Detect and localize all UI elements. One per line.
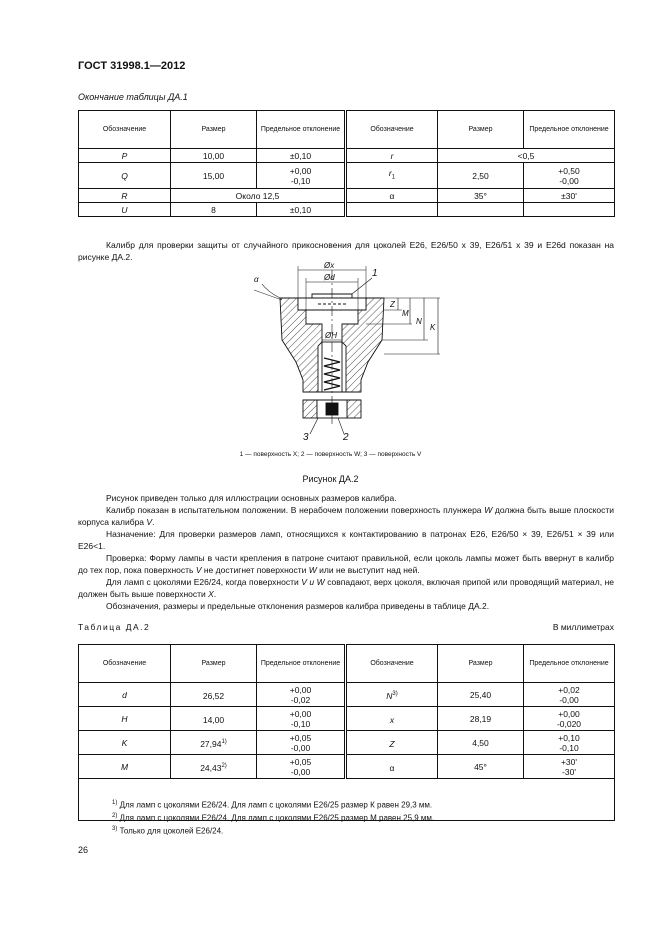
symbol-subscript: 1 xyxy=(391,174,396,181)
cell-symbol: d xyxy=(79,683,171,707)
deviation-upper: +0,02 xyxy=(558,684,580,695)
footnote-text: Для ламп с цоколями E26/24. Для ламп с цоколями E26/25 размер М равен 25,9 мм. xyxy=(117,813,435,823)
symbol-text: Z xyxy=(389,738,395,749)
text-run: Для ламп с цоколями E26/24, когда поверхности xyxy=(106,577,302,587)
paragraph-1: Рисунок приведен только для иллюстрации основных размеров калибра. xyxy=(106,493,397,503)
text-run: Калибр показан в испытательном положении. В нерабочем положении поверхность плунжера xyxy=(106,505,485,515)
label-alpha: α xyxy=(254,275,259,284)
deviation-lower: -0,10 xyxy=(559,742,579,753)
label-1: 1 xyxy=(372,268,378,279)
header-size: Размер xyxy=(171,111,257,149)
cell-symbol: K xyxy=(79,731,171,755)
text-run: . xyxy=(152,517,155,527)
cell-deviation xyxy=(524,683,615,707)
cell-size xyxy=(171,755,257,779)
cell-size: 25,40 xyxy=(438,683,524,707)
base-right xyxy=(347,400,361,418)
cell-size: 45° xyxy=(438,755,524,779)
document-header: ГОСТ 31998.1—2012 xyxy=(78,60,186,72)
page-number: 26 xyxy=(78,845,89,855)
cell-size xyxy=(171,731,257,755)
cell-empty xyxy=(346,203,438,217)
leader-1 xyxy=(352,278,372,294)
table1-caption: Окончание таблицы ДА.1 xyxy=(78,92,188,102)
deviation-lower: -0,00 xyxy=(290,766,311,777)
paragraph-2 xyxy=(78,504,614,528)
size-value: 14,00 xyxy=(202,714,225,725)
header-size: Размер xyxy=(438,111,524,149)
symbol-text: x xyxy=(389,714,395,725)
cell-symbol: H xyxy=(79,707,171,731)
deviation-lower: -0,02 xyxy=(290,694,311,705)
leader-3 xyxy=(310,418,318,434)
cell-size xyxy=(171,683,257,707)
cell-deviation xyxy=(257,163,346,189)
deviation-upper: +0,00 xyxy=(558,708,580,719)
paragraph-3: Назначение: Для проверки размеров ламп, относящихся к контактированию в патронах E26, E26/50 × 39, E26/51 × 39 или E26<1. xyxy=(78,529,614,551)
cell-empty xyxy=(438,203,524,217)
text-run: V xyxy=(195,565,202,575)
symbol-text: r xyxy=(388,168,392,179)
text-run: . xyxy=(213,589,217,599)
body-right-section xyxy=(342,298,384,392)
table2-units: В миллиметрах xyxy=(552,622,614,632)
cell-symbol: M xyxy=(79,755,171,779)
header-size: Размер xyxy=(171,645,257,683)
deviation-lower: -0,00 xyxy=(559,175,579,186)
deviation-upper: +0,00 xyxy=(289,708,312,719)
header-designation: Обозначение xyxy=(346,645,438,683)
size-value: 26,52 xyxy=(202,690,225,701)
deviation-lower: -0,10 xyxy=(290,718,311,729)
size-value: 27,94 xyxy=(200,738,222,749)
cell-deviation xyxy=(524,731,615,755)
text-run: совпадают, верх цоколя, включая припой или проводящий материал, не должен быть выше поверхности xyxy=(78,577,614,599)
table-da1 xyxy=(78,110,615,217)
table-row xyxy=(79,731,615,755)
footnote-mark: 3) xyxy=(112,826,118,833)
footnote-3 xyxy=(112,824,434,837)
cell-symbol: α xyxy=(346,189,438,203)
deviation-lower: -30' xyxy=(562,766,576,777)
cell-symbol xyxy=(346,755,438,779)
text-run: или не выступит над ней. xyxy=(316,565,420,575)
base-left xyxy=(303,400,317,418)
cell-deviation xyxy=(257,683,346,707)
cell-deviation: ±0,10 xyxy=(257,149,346,163)
cell-symbol xyxy=(346,731,438,755)
header-deviation: Предельное отклонение xyxy=(257,111,346,149)
paragraph-6: Обозначения, размеры и предельные отклонения размеров калибра приведены в таблице ДА.2. xyxy=(106,601,490,611)
footnote-mark: 1) xyxy=(112,800,118,806)
text-run: W xyxy=(308,565,317,575)
deviation-upper: +0,50 xyxy=(558,165,580,176)
footnote-1 xyxy=(112,798,434,811)
text-run: V xyxy=(146,517,153,527)
cell-deviation xyxy=(524,163,615,189)
label-ox: Øx xyxy=(324,262,335,270)
intro-paragraph xyxy=(78,239,614,263)
header-designation: Обозначение xyxy=(79,111,171,149)
cell-empty xyxy=(524,203,615,217)
footnote-ref: 3) xyxy=(392,690,398,697)
table-row xyxy=(79,189,615,203)
cell-deviation xyxy=(257,755,346,779)
paragraph-4 xyxy=(78,552,614,576)
cell-deviation xyxy=(257,731,346,755)
header-deviation: Предельное отклонение xyxy=(524,645,615,683)
text-run: V и W xyxy=(301,577,325,587)
paragraph-5 xyxy=(78,576,614,600)
label-m: M xyxy=(402,309,409,318)
text-run: Проверка: Форму лампы в части крепления в патроне считают правильной, если цоколь лампы может быть ввернут в калибр до тех пор, пока поверхность xyxy=(78,553,614,575)
cell-size: 2,50 xyxy=(438,163,524,189)
label-3: 3 xyxy=(303,432,309,443)
cell-symbol: Q xyxy=(79,163,171,189)
footnote-text: Только для цоколей E26/24. xyxy=(117,826,224,836)
footnote-text: Для ламп с цоколями E26/24. Для ламп с цоколями E26/25 размер К равен 29,3 мм. xyxy=(117,800,433,810)
cell-symbol xyxy=(346,683,438,707)
label-2: 2 xyxy=(343,432,349,443)
header-deviation: Предельное отклонение xyxy=(257,645,346,683)
header-designation: Обозначение xyxy=(79,645,171,683)
deviation-lower: -0,00 xyxy=(290,742,311,753)
deviation-lower: -0,020 xyxy=(556,718,582,729)
deviation-upper: +0,05 xyxy=(289,732,312,743)
table2-caption: Таблица ДА.2 xyxy=(78,622,151,632)
deviation-upper: +0,00 xyxy=(289,684,312,695)
symbol-text: α xyxy=(389,762,395,773)
deviation-upper: +0,10 xyxy=(558,732,580,743)
label-z: Z xyxy=(390,300,395,309)
label-oh: ØH xyxy=(325,331,337,340)
cell-symbol: R xyxy=(79,189,171,203)
text-run: X xyxy=(208,589,214,599)
figure-legend: 1 — поверхность X; 2 — поверхность W; 3 — поверхность V xyxy=(239,451,422,458)
deviation-upper: +0,05 xyxy=(289,756,312,767)
cell-size: 15,00 xyxy=(171,163,257,189)
cell-size: 8 xyxy=(171,203,257,217)
cell-symbol xyxy=(346,163,438,189)
figure-title: Рисунок ДА.2 xyxy=(302,474,359,484)
cell-merged-value: Около 12,5 xyxy=(171,189,346,203)
label-k: K xyxy=(430,323,436,332)
cell-deviation: ±0,10 xyxy=(257,203,346,217)
header-designation: Обозначение xyxy=(346,111,438,149)
cell-deviation xyxy=(524,707,615,731)
cell-symbol: r xyxy=(346,149,438,163)
deviation-upper: +0,00 xyxy=(289,165,312,176)
symbol-text: N xyxy=(386,690,393,701)
cell-symbol: U xyxy=(79,203,171,217)
cell-deviation: ±30' xyxy=(524,189,615,203)
gauge-drawing xyxy=(0,262,661,452)
footnote-ref: 2) xyxy=(221,762,227,769)
footnote-ref: 1) xyxy=(221,738,227,745)
cell-deviation xyxy=(524,755,615,779)
cell-symbol xyxy=(346,707,438,731)
table-da2 xyxy=(78,644,615,821)
text-run: должна быть выше плоскости корпуса калибра xyxy=(78,505,615,527)
label-od: Ød xyxy=(324,273,335,282)
cell-size: 28,19 xyxy=(438,707,524,731)
footnote-mark: 2) xyxy=(112,813,118,820)
table-row xyxy=(79,203,615,217)
table-row xyxy=(79,149,615,163)
intro-text: Калибр для проверки защиты от случайного прикосновения для цоколей E26, E26/50 x 39, E26/51 x 39 и E26d показан на рисунке ДА.2. xyxy=(78,240,614,262)
cell-merged-value: <0,5 xyxy=(438,149,615,163)
deviation-lower: -0,00 xyxy=(559,694,579,705)
header-size: Размер xyxy=(438,645,524,683)
table-row xyxy=(79,683,615,707)
body-left-section xyxy=(280,298,322,392)
header-deviation: Предельное отклонение xyxy=(524,111,615,149)
size-value: 24,43 xyxy=(200,762,222,773)
text-run: W xyxy=(484,505,493,515)
cell-deviation xyxy=(257,707,346,731)
footnote-2 xyxy=(112,811,434,824)
deviation-lower: -0,10 xyxy=(290,175,311,186)
cell-size: 10,00 xyxy=(171,149,257,163)
table-row xyxy=(79,163,615,189)
body-paragraphs xyxy=(78,492,614,612)
cell-symbol: P xyxy=(79,149,171,163)
table-row xyxy=(79,707,615,731)
deviation-upper: +30' xyxy=(560,756,578,767)
table-row xyxy=(79,755,615,779)
cell-size xyxy=(171,707,257,731)
cell-size: 35° xyxy=(438,189,524,203)
cell-size: 4,50 xyxy=(438,731,524,755)
table2-footnotes xyxy=(112,798,434,837)
label-n: N xyxy=(416,317,422,326)
text-run: не достигнет поверхности xyxy=(201,565,309,575)
